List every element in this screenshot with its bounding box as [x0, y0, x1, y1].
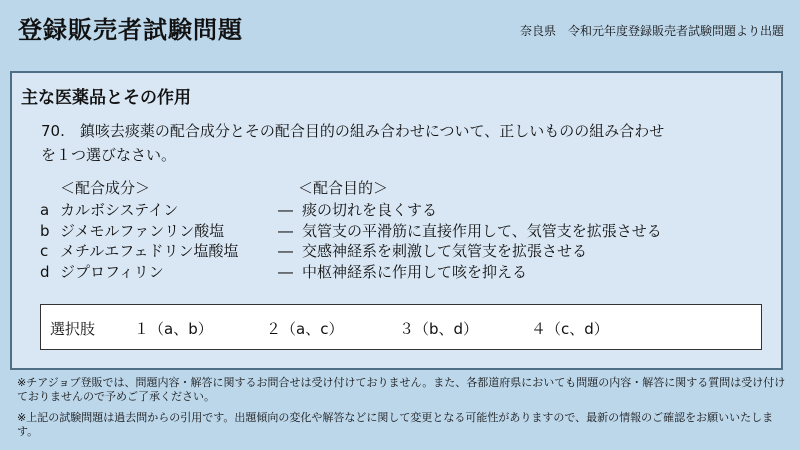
item-purpose: 痰の切れを良くする — [302, 201, 438, 219]
source-disclaimer-note: ※上記の試験問題は過去問からの引用です。出題傾向の変化や解答などに関して変更となる可能性がありますので、最新の情報のご確認をお願いいたします。 — [17, 411, 774, 438]
item-letter: a — [40, 201, 50, 219]
item-dash: ― — [278, 262, 293, 281]
disclaimer-note: ※チアジョブ登販では、問題内容・解答に関するお問合せは受け付けておりません。また、各都道府県においても問題の内容・解答に関する質問は受け付けておりませんので予めご了承ください。 — [17, 376, 786, 403]
item-letter: b — [40, 221, 50, 240]
question-line-2: を１つ選びなさい。 — [41, 146, 177, 164]
combination-list — [40, 200, 740, 282]
item-letter: c — [40, 242, 49, 260]
list-item — [40, 200, 740, 221]
item-component: ジメモルファンリン酸塩 — [60, 221, 225, 240]
item-purpose: 中枢神経系に作用して咳を抑える — [302, 262, 528, 281]
item-component: メチルエフェドリン塩酸塩 — [60, 242, 239, 260]
list-item — [40, 221, 740, 242]
item-component: ジプロフィリン — [60, 262, 164, 281]
choices-box — [40, 304, 762, 350]
question-line-1: 70. 鎮咳去痰薬の配合成分とその配合目的の組み合わせについて、正しいものの組み合わせ — [41, 122, 665, 140]
choice-option-3[interactable]: ３（b、d） — [399, 320, 479, 338]
item-dash: ― — [278, 201, 293, 219]
item-purpose: 気管支の平滑筋に直接作用して、気管支を拡張させる — [302, 221, 662, 240]
section-title: 主な医薬品とその作用 — [21, 88, 191, 108]
component-header: ＜配合成分＞ — [60, 179, 151, 197]
item-letter: d — [40, 262, 50, 281]
question-panel — [10, 71, 783, 370]
item-dash: ― — [278, 221, 293, 240]
purpose-header: ＜配合目的＞ — [298, 179, 389, 197]
choice-option-4[interactable]: ４（c、d） — [531, 320, 609, 338]
choice-option-2[interactable]: ２（a、c） — [266, 320, 344, 338]
list-item — [40, 262, 740, 283]
choice-option-1[interactable]: １（a、b） — [134, 320, 213, 338]
choices-label: 選択肢 — [50, 320, 96, 338]
item-component: カルボシステイン — [60, 201, 179, 219]
item-purpose: 交感神経系を刺激して気管支を拡張させる — [302, 242, 588, 260]
item-dash: ― — [278, 242, 293, 260]
list-item — [40, 241, 740, 262]
question-text — [41, 119, 741, 167]
page-title: 登録販売者試験問題 — [18, 16, 243, 44]
source-note: 奈良県 令和元年度登録販売者試験問題より出題 — [519, 24, 784, 38]
